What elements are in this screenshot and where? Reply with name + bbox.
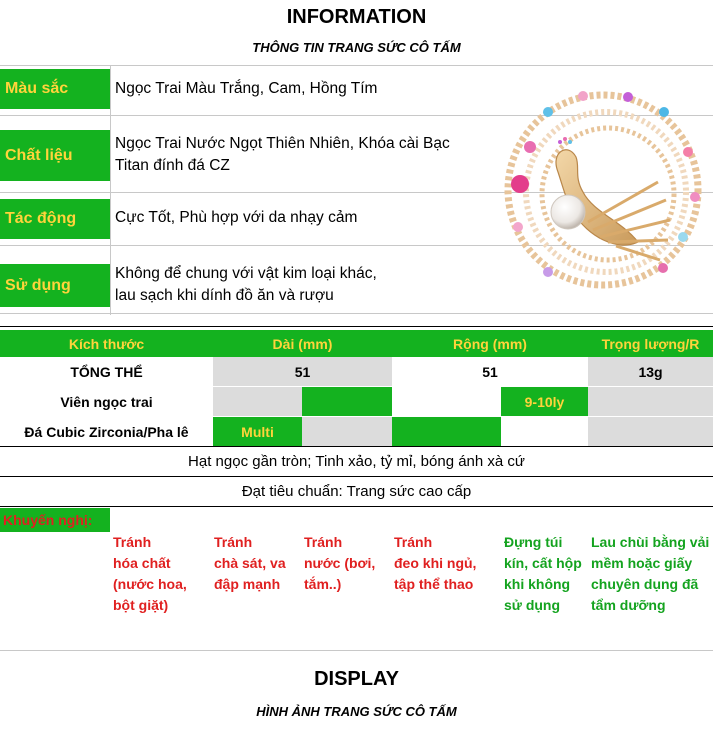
table-line bbox=[0, 506, 713, 507]
value-usage-line1: Không để chung với vật kim loại khác, bbox=[115, 265, 377, 282]
pearl bbox=[551, 195, 585, 229]
advice-item-impact: Tránh chà sát, va đập mạnh bbox=[214, 534, 286, 592]
display-title: DISPLAY bbox=[314, 668, 399, 690]
row-total-name: TỔNG THỂ bbox=[70, 363, 143, 380]
value-effect: Cực Tốt, Phù hợp với da nhạy cảm bbox=[115, 209, 358, 226]
advice-item-sleep: Tránh đeo khi ngủ, tập thể thao bbox=[394, 534, 477, 592]
advice-item-chemicals: Tránh hóa chất (nước hoa, bột giặt) bbox=[113, 534, 187, 613]
label-material: Chất liệu bbox=[0, 130, 110, 181]
row-pearl-cell bbox=[588, 387, 713, 416]
label-effect: Tác động bbox=[0, 199, 110, 239]
table-header-width: Rộng (mm) bbox=[392, 330, 588, 357]
brooch-ring-middle bbox=[526, 112, 686, 272]
grid-line bbox=[0, 65, 713, 66]
label-usage: Sử dụng bbox=[0, 264, 110, 307]
peacock-brooch-image bbox=[488, 72, 713, 312]
standard-note: Đạt tiêu chuẩn: Trang sức cao cấp bbox=[241, 483, 472, 500]
row-stone-cell bbox=[392, 417, 501, 446]
row-pearl-size: 9-10ly bbox=[501, 387, 588, 416]
row-stone-name: Đá Cubic Zirconia/Pha lê bbox=[24, 423, 189, 440]
row-stone-cell bbox=[588, 417, 713, 446]
advice-label: Khuyến nghị: bbox=[0, 508, 110, 532]
advice-item-cleaning: Lau chùi bằng vải mềm hoặc giấy chuyên dụng đã tẩm dưỡng bbox=[591, 534, 710, 613]
value-material bbox=[115, 133, 485, 177]
brooch-ring-outer bbox=[508, 95, 698, 285]
label-color: Màu sắc bbox=[0, 69, 110, 109]
advice-item-storage: Đựng túi kín, cất hộp khi không sử dụng bbox=[504, 534, 582, 613]
advice-item-water: Tránh nước (bơi, tắm..) bbox=[304, 534, 376, 592]
value-material-line1: Ngọc Trai Nước Ngọt Thiên Nhiên, Khóa cài Bạc bbox=[115, 135, 450, 152]
row-total-length: 51 bbox=[213, 357, 392, 386]
row-pearl-cell bbox=[213, 387, 302, 416]
quality-note: Hạt ngọc gần tròn; Tinh xảo, tỷ mỉ, bóng ánh xà cứ bbox=[188, 453, 525, 470]
row-stone-value: Multi bbox=[213, 417, 302, 446]
row-total-weight: 13g bbox=[588, 357, 713, 386]
table-header-length: Dài (mm) bbox=[213, 330, 392, 357]
row-pearl-cell bbox=[302, 387, 392, 416]
value-color: Ngọc Trai Màu Trắng, Cam, Hồng Tím bbox=[115, 80, 378, 97]
row-stone-cell bbox=[302, 417, 392, 446]
pink-stone bbox=[511, 175, 529, 193]
table-header-size: Kích thước bbox=[0, 330, 213, 357]
table-header-weight: Trọng lượng/R bbox=[588, 330, 713, 357]
row-pearl-cell bbox=[392, 387, 501, 416]
value-material-line2: Titan đính đá CZ bbox=[115, 157, 230, 174]
page-title: INFORMATION bbox=[286, 6, 427, 28]
value-usage-line2: lau sạch khi dính đồ ăn và rượu bbox=[115, 287, 334, 304]
row-total-width: 51 bbox=[482, 363, 498, 380]
grid-line bbox=[0, 650, 713, 651]
display-subtitle: HÌNH ẢNH TRANG SỨC CÔ TẤM bbox=[256, 704, 457, 719]
row-pearl-name: Viên ngọc trai bbox=[60, 393, 153, 410]
grid-line bbox=[0, 313, 713, 314]
table-border-top bbox=[0, 326, 713, 327]
row-stone-cell bbox=[501, 417, 588, 446]
grid-line bbox=[110, 65, 111, 315]
value-usage bbox=[115, 263, 485, 307]
page-subtitle: THÔNG TIN TRANG SỨC CÔ TẤM bbox=[252, 40, 461, 55]
